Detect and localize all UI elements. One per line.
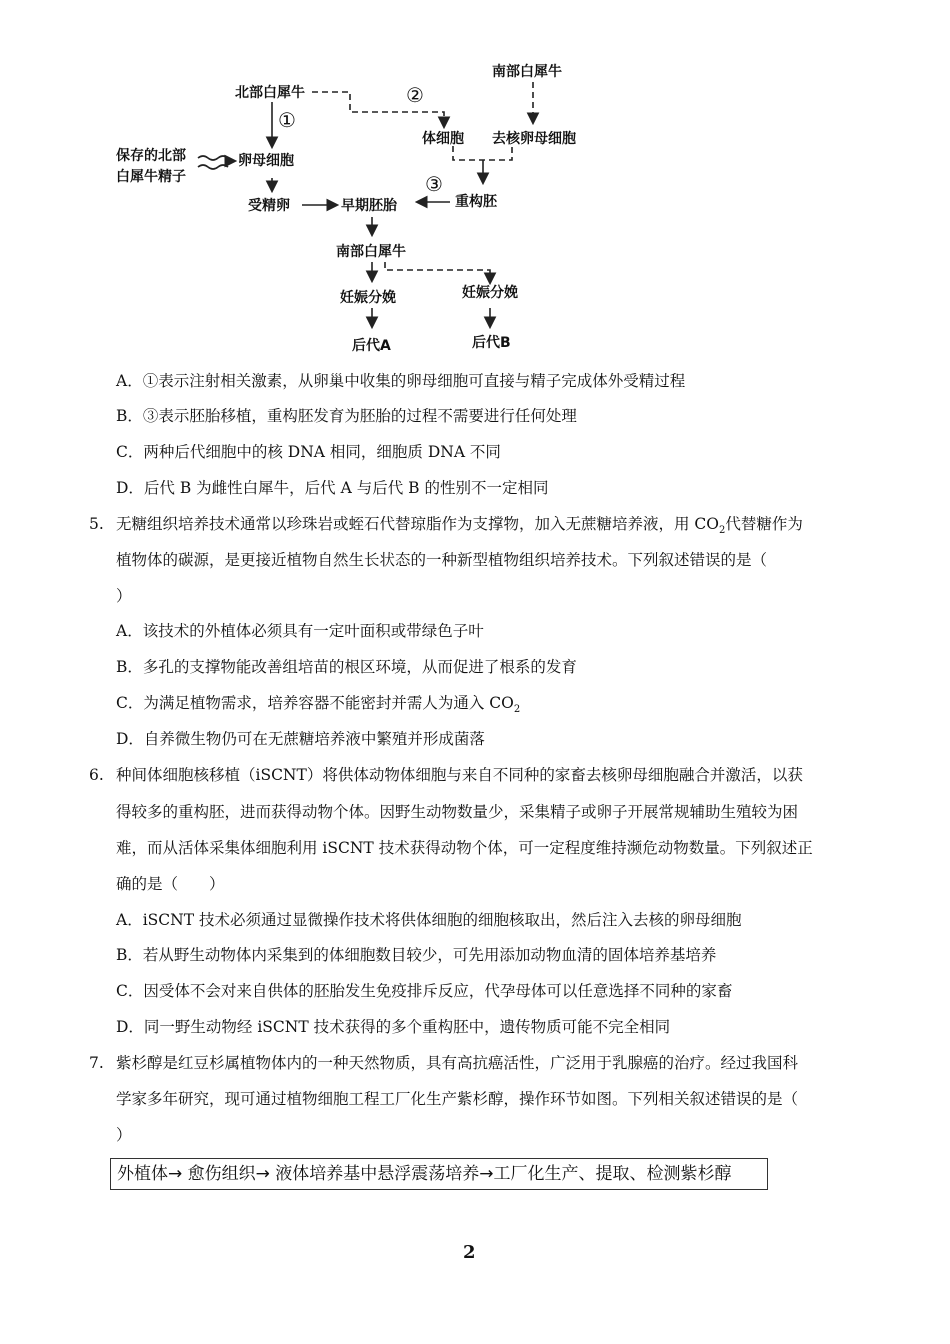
q5-option-c-text: C．为满足植物需求，培养容器不能密封并需人为通入 CO [116,694,514,712]
label-enucleated-oocyte: 去核卵母细胞 [492,131,576,147]
q4-option-b: B．③表示胚胎移植，重构胚发育为胚胎的过程不需要进行任何处理 [116,407,577,425]
q5-stem-line3: ） [116,587,132,605]
label-early-embryo: 早期胚胎 [341,198,397,214]
q5-option-c [116,692,520,721]
q6-number: 6. [89,766,104,784]
q6-stem-line2: 得较多的重构胚，进而获得动物个体。因野生动物数量少，采集精子或卵子开展常规辅助生殖较为困 [116,803,799,821]
label-pregnancy-b: 妊娠分娩 [462,285,518,301]
q5-stem-line1-text: 无糖组织培养技术通常以珍珠岩或蛭石代替琼脂作为支撑物，加入无蔗糖培养液，用 CO [116,515,719,533]
mark-3: ③ [425,172,443,196]
q6-stem-line4: 确的是（ ） [116,875,225,893]
q4-option-d: D．后代 B 为雌性白犀牛，后代 A 与后代 B 的性别不一定相同 [116,479,549,497]
label-somatic-cell: 体细胞 [422,131,464,147]
q7-stem-line2: 学家多年研究，现可通过植物细胞工程工厂化生产紫杉醇，操作环节如图。下列相关叙述错误的是（ [116,1090,799,1108]
q6-option-b: B．若从野生动物体内采集到的体细胞数目较少，可先用添加动物血清的固体培养基培养 [116,946,717,964]
label-offspring-b: 后代B [472,335,511,351]
breeding-flow-diagram [100,50,620,360]
label-south-cow-top: 南部白犀牛 [492,64,562,80]
q6-stem-line1: 种间体细胞核移植（iSCNT）将供体动物体细胞与来自不同种的家畜去核卵母细胞融合并激活，以获 [116,766,803,784]
label-south-cow-mid: 南部白犀牛 [336,244,406,260]
q5-stem-line1 [116,513,803,542]
q5-number: 5. [89,515,104,533]
label-offspring-a: 后代A [352,338,391,354]
q5-option-c-subscript: 2 [513,704,521,716]
q5-stem-line1-tail: 代替糖作为 [725,515,803,533]
label-oocyte: 卵母细胞 [238,153,294,169]
page-number: 2 [463,1242,476,1263]
q4-option-a: A．①表示注射相关激素，从卵巢中收集的卵母细胞可直接与精子完成体外受精过程 [116,372,686,390]
q4-option-c: C．两种后代细胞中的核 DNA 相同，细胞质 DNA 不同 [116,443,501,461]
q5-co2-subscript: 2 [719,525,726,537]
mark-2: ② [406,83,424,107]
q5-option-d: D．自养微生物仍可在无蔗糖培养液中繁殖并形成菌落 [116,730,485,748]
q5-stem-line2: 植物体的碳源，是更接近植物自然生长状态的一种新型植物组织培养技术。下列叙述错误的是（ [116,551,768,569]
q6-option-c: C．因受体不会对来自供体的胚胎发生免疫排斥反应，代孕母体可以任意选择不同种的家畜 [116,982,733,1000]
label-reconstructed-embryo: 重构胚 [455,194,497,210]
q7-number: 7. [89,1054,104,1072]
q7-flow-box: 外植体→ 愈伤组织→ 液体培养基中悬浮震荡培养→工厂化生产、提取、检测紫杉醇 [110,1158,768,1190]
q7-stem-line1: 紫杉醇是红豆杉属植物体内的一种天然物质，具有高抗癌活性，广泛用于乳腺癌的治疗。经过我国科 [116,1054,799,1072]
label-saved-sperm-line1: 保存的北部 [116,148,186,164]
label-fertilized-egg: 受精卵 [248,198,290,214]
mark-1: ① [278,108,296,132]
label-north-cow: 北部白犀牛 [235,85,305,101]
q6-option-a: A．iSCNT 技术必须通过显微操作技术将供体细胞的细胞核取出，然后注入去核的卵母细胞 [116,911,742,929]
q5-option-a: A．该技术的外植体必须具有一定叶面积或带绿色子叶 [116,622,484,640]
label-pregnancy-a: 妊娠分娩 [340,290,396,306]
q5-option-b: B．多孔的支撑物能改善组培苗的根区环境，从而促进了根系的发育 [116,658,577,676]
q6-option-d: D．同一野生动物经 iSCNT 技术获得的多个重构胚中，遗传物质可能不完全相同 [116,1018,671,1036]
q7-stem-line3: ） [116,1126,132,1144]
q6-stem-line3: 难，而从活体采集体细胞利用 iSCNT 技术获得动物个体，可一定程度维持濒危动物数量。下列叙述正 [116,839,813,857]
label-saved-sperm-line2: 白犀牛精子 [116,169,186,185]
